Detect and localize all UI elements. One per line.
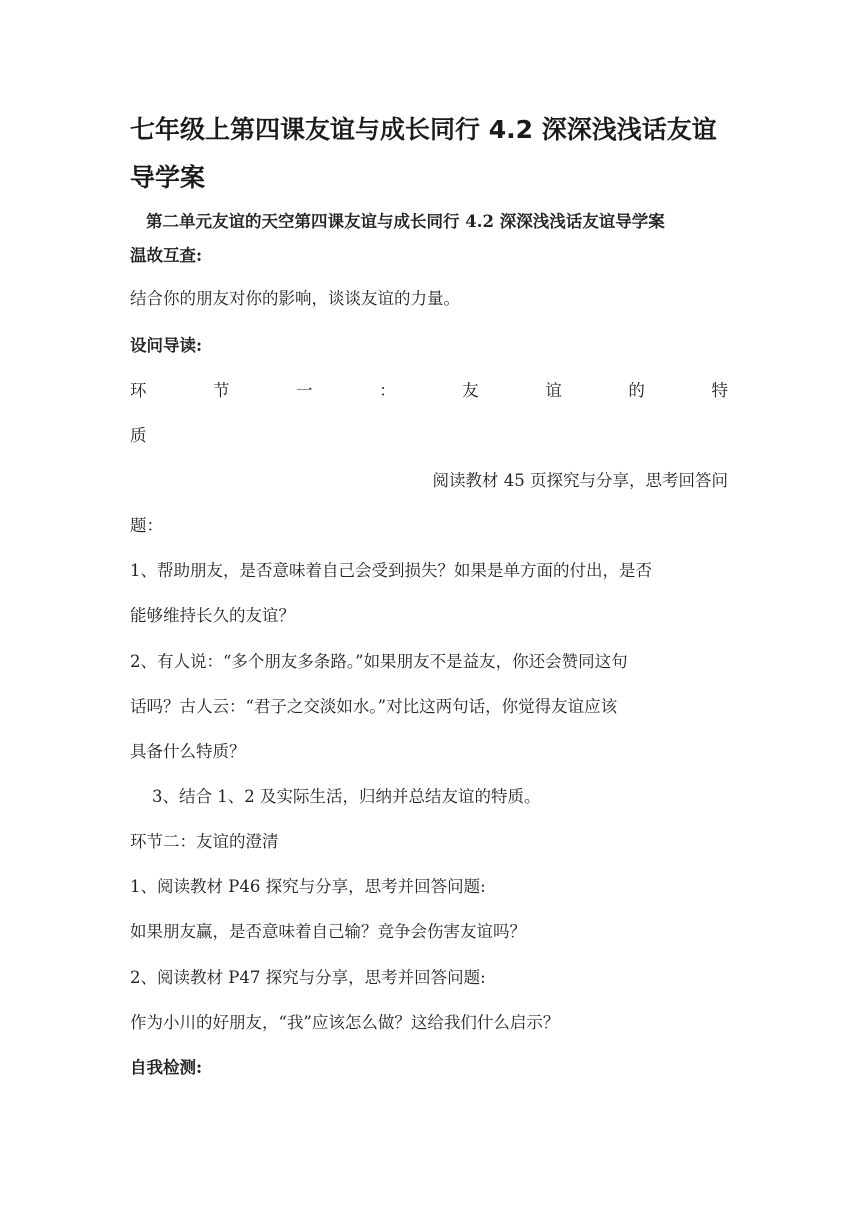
question-1-line2: 能够维持长久的友谊？ [130, 606, 295, 625]
review-heading: 温故互查: [130, 246, 203, 265]
section2-item1-question: 如果朋友赢，是否意味着自己输？竞争会伤害友谊吗？ [130, 922, 526, 941]
section1-heading-tail: 质 [130, 426, 147, 445]
section1-char: 特 [711, 381, 728, 400]
document-subtitle: 第二单元友谊的天空第四课友谊与成长同行 4.2 深深浅浅话友谊导学案 [146, 212, 665, 231]
section2-heading: 环节二：友谊的澄清 [130, 832, 279, 851]
question-2-line3: 具备什么特质？ [130, 742, 246, 761]
guide-heading: 设问导读: [130, 336, 203, 355]
document-title: 七年级上第四课友谊与成长同行 4.2 深深浅浅话友谊导学案 [130, 115, 717, 192]
question-2-line2: 话吗？古人云：“君子之交淡如水。”对比这两句话，你觉得友谊应该 [130, 697, 618, 716]
section1-heading [130, 380, 728, 402]
section1-char: 友 [462, 381, 479, 400]
section1-char: 谊 [545, 381, 562, 400]
section2-item2: 2、阅读教材 P47 探究与分享，思考并回答问题: [130, 968, 486, 987]
section1-char: 一 [296, 381, 313, 400]
section1-char: 环 [130, 381, 147, 400]
question-1-line1: 1、帮助朋友，是否意味着自己会受到损失？如果是单方面的付出，是否 [130, 561, 652, 580]
section2-item1: 1、阅读教材 P46 探究与分享，思考并回答问题: [130, 877, 486, 896]
section1-char: ： [379, 381, 396, 400]
section1-char: 的 [628, 381, 645, 400]
section2-item2-question: 作为小川的好朋友，“我”应该怎么做？这给我们什么启示？ [130, 1013, 560, 1032]
section1-instruction: 阅读教材 45 页探究与分享，思考回答问 [432, 471, 728, 490]
question-3: 3、结合 1、2 及实际生活，归纳并总结友谊的特质。 [152, 787, 541, 806]
section1-instruction-cont: 题： [130, 516, 163, 535]
review-question: 结合你的朋友对你的影响，谈谈友谊的力量。 [130, 289, 460, 308]
self-test-heading: 自我检测: [130, 1058, 203, 1077]
section1-char: 节 [213, 381, 230, 400]
question-2-line1: 2、有人说：“多个朋友多条路。”如果朋友不是益友，你还会赞同这句 [130, 652, 628, 671]
